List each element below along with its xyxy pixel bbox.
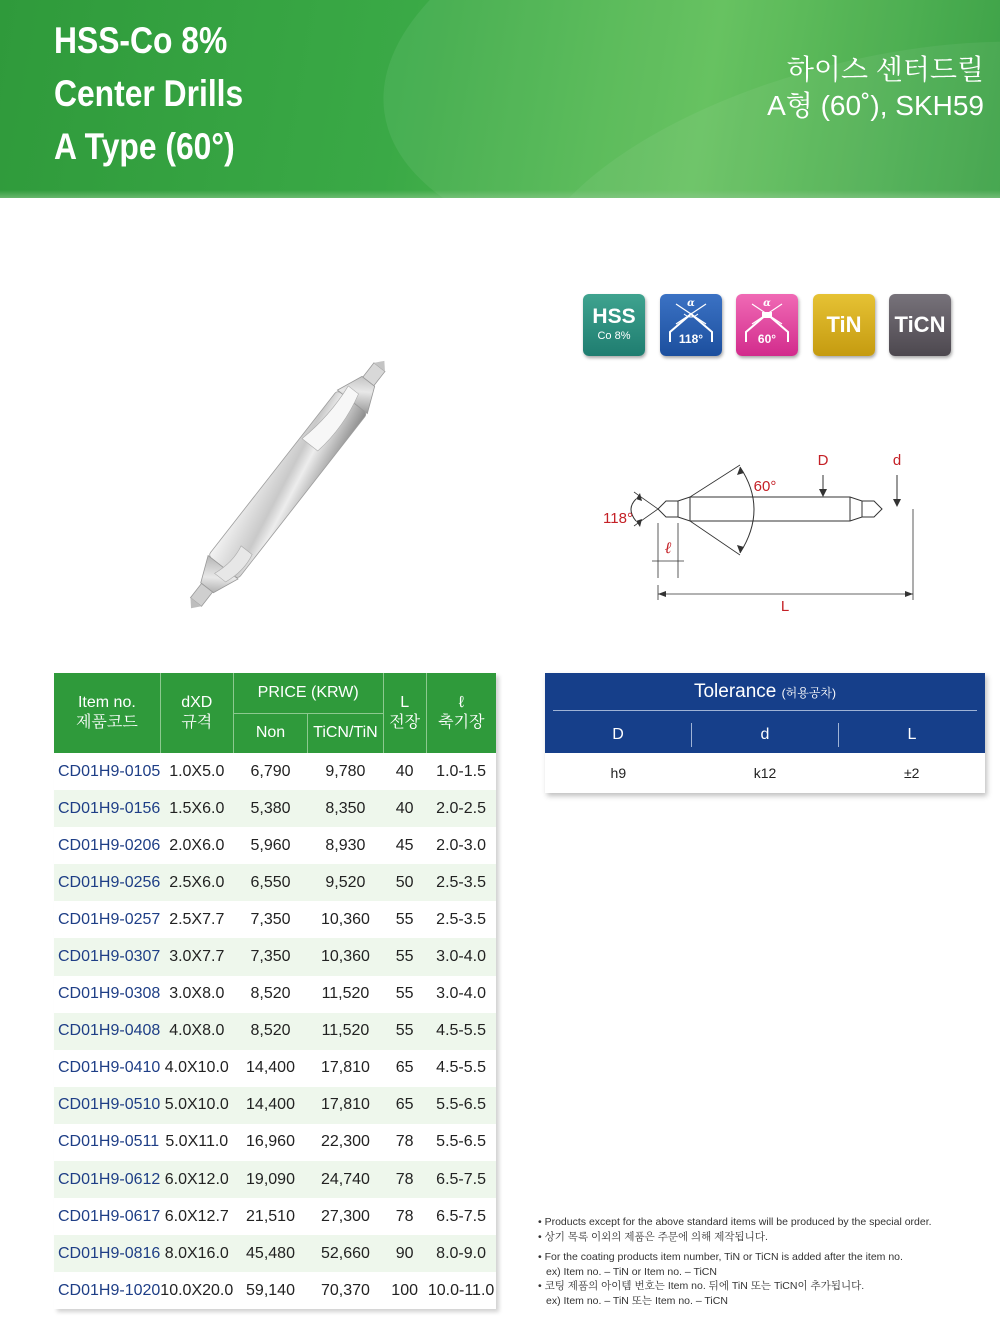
cell-l: 5.5-6.5: [426, 1087, 496, 1124]
table-row: [54, 938, 496, 975]
cone-angle-60-label: 60°: [757, 332, 777, 346]
cell-code: CD01H9-0308: [58, 985, 161, 1003]
cell-code: CD01H9-0307: [54, 938, 160, 975]
tolerance-columns: [545, 723, 985, 747]
header-l-en: ℓ: [458, 694, 464, 711]
cell-non: 45,480: [233, 1235, 307, 1272]
cell-L: 90: [383, 1235, 426, 1272]
table-row: [54, 1235, 496, 1272]
cell-l: 8.0-9.0: [426, 1235, 496, 1272]
cell-non: 19,090: [233, 1161, 307, 1198]
cell-coat: 17,810: [308, 1087, 383, 1124]
cell-code: CD01H9-0612: [54, 1161, 160, 1198]
header-item-en: Item no.: [77, 694, 136, 711]
drill-point-angle-icon: [660, 294, 722, 356]
cell-l: 1.0-1.5: [436, 762, 486, 780]
cell-code: CD01H9-1020: [58, 1281, 161, 1299]
cell-l: 4.5-5.5: [426, 1013, 496, 1050]
cell-l: 2.5-3.5: [436, 910, 486, 928]
header-pilot-length: [426, 673, 496, 753]
cell-coat: 10,360: [308, 938, 383, 975]
tin-coating-badge: [813, 294, 875, 356]
cell-dxd: 3.0X7.7: [160, 938, 233, 975]
header-price-non: Non: [233, 713, 307, 753]
footnotes: [538, 1215, 988, 1308]
alpha-symbol: α: [687, 298, 695, 309]
tolerance-value-D: h9: [610, 765, 627, 781]
cell-L: 40: [395, 762, 414, 780]
cell-dxd: 10.0X20.0: [160, 1281, 234, 1299]
product-title: [54, 14, 274, 173]
product-title-kr: [767, 52, 984, 124]
table-row: [54, 901, 496, 938]
header-L-en: L: [400, 694, 410, 711]
cell-code: CD01H9-0257: [58, 910, 161, 928]
title-kr-line: A형 (60˚), SKH59: [767, 90, 984, 121]
table-row: [54, 1050, 496, 1087]
cell-l: 6.5-7.5: [426, 1161, 496, 1198]
cell-L: 55: [383, 938, 426, 975]
divider: [553, 710, 977, 711]
table-row: [54, 1161, 496, 1198]
cell-code: CD01H9-0511: [58, 1133, 160, 1151]
tip-angle-118-label: 118°: [678, 332, 704, 346]
cell-code: CD01H9-0156: [54, 790, 160, 827]
tolerance-value-d: k12: [753, 765, 777, 781]
cell-dxd: 2.0X6.0: [169, 836, 225, 854]
cell-non: 8,520: [250, 985, 291, 1003]
table-row: [54, 753, 496, 790]
title-line: A Type (60°): [54, 126, 235, 167]
body-diameter-label: D: [817, 452, 829, 469]
cell-non: 59,140: [246, 1281, 295, 1299]
cell-coat: 52,660: [308, 1235, 383, 1272]
cell-non: 6,550: [233, 864, 307, 901]
cell-coat: 9,780: [325, 762, 366, 780]
cell-code: CD01H9-0105: [58, 762, 161, 780]
cell-coat: 22,300: [320, 1133, 370, 1151]
table-row: [54, 1272, 496, 1309]
table-row: [54, 1124, 496, 1161]
cell-L: 65: [383, 1087, 426, 1124]
cell-non: 6,790: [250, 762, 291, 780]
cell-code: CD01H9-0206: [58, 836, 161, 854]
ticn-coating-badge: [889, 294, 951, 356]
alpha-symbol: α: [763, 298, 771, 309]
cell-dxd: 4.0X8.0: [160, 1013, 233, 1050]
cell-coat: 9,520: [308, 864, 383, 901]
cell-dxd: 1.5X6.0: [160, 790, 233, 827]
cell-coat: 11,520: [308, 1013, 383, 1050]
tolerance-value-L: ±2: [903, 765, 920, 781]
item-price-table: [54, 673, 496, 1309]
note-coating-kr: • 코팅 제품의 아이템 번호는 Item no. 뒤에 TiN 또는 TiCN이 추가됩니다.: [538, 1280, 865, 1292]
pilot-length-label: ℓ: [664, 538, 672, 557]
cell-dxd: 6.0X12.0: [160, 1161, 233, 1198]
tolerance-values-row: [545, 753, 985, 793]
header-dxd-kr: 규격: [181, 714, 213, 731]
title-line: HSS-Co 8%: [54, 20, 228, 61]
cell-code: CD01H9-0256: [54, 864, 160, 901]
cell-L: 100: [391, 1281, 418, 1299]
cell-non: 5,380: [233, 790, 307, 827]
tolerance-title: [545, 681, 985, 703]
table-row: [54, 1198, 496, 1235]
cell-code: CD01H9-0408: [54, 1013, 160, 1050]
tolerance-table: [545, 673, 985, 793]
cell-coat: 11,520: [321, 985, 370, 1003]
feature-badges: [583, 294, 953, 358]
cell-dxd: 4.0X10.0: [164, 1059, 229, 1077]
tolerance-title-en: Tolerance: [693, 681, 777, 702]
cell-l: 2.5-3.5: [426, 864, 496, 901]
cell-l: 10.0-11.0: [427, 1281, 495, 1299]
note-coating-example-en: ex) Item no. – TiN or Item no. – TiCN: [546, 1265, 717, 1278]
cell-non: 14,400: [233, 1087, 307, 1124]
hss-badge-label: HSS: [592, 305, 636, 328]
cell-L: 65: [395, 1059, 414, 1077]
cell-L: 50: [383, 864, 426, 901]
cell-dxd: 1.0X5.0: [169, 762, 225, 780]
header-dxd-en: dXD: [181, 694, 213, 711]
cell-coat: 10,360: [320, 910, 370, 928]
note-coating-example-kr: ex) Item no. – TiN 또는 Item no. – TiCN: [546, 1294, 728, 1307]
cell-code: CD01H9-0617: [58, 1207, 161, 1225]
tolerance-col-d: d: [691, 723, 838, 747]
table-row: [54, 1087, 496, 1124]
cell-dxd: 3.0X8.0: [169, 985, 225, 1003]
cell-L: 55: [395, 985, 414, 1003]
cell-dxd: 8.0X16.0: [160, 1235, 233, 1272]
cell-code: CD01H9-0816: [54, 1235, 160, 1272]
header-item-kr: 제품코드: [75, 714, 138, 731]
table-row: [54, 864, 496, 901]
cell-L: 78: [395, 1207, 414, 1225]
cell-dxd: 5.0X10.0: [160, 1087, 233, 1124]
cell-coat: 27,300: [320, 1207, 370, 1225]
tin-badge-label: TiN: [826, 312, 862, 337]
title-line: Center Drills: [54, 73, 244, 114]
overall-length-label: L: [780, 598, 790, 615]
cell-L: 45: [395, 836, 414, 854]
cone-angle-60-badge: [736, 294, 798, 356]
table-row: [54, 790, 496, 827]
pilot-diameter-label: d: [892, 452, 902, 469]
cell-l: 3.0-4.0: [436, 985, 486, 1003]
note-coating-en: • For the coating products item number, TiN or TiCN is added after the item no.: [538, 1251, 903, 1263]
hss-badge: [583, 294, 645, 356]
cell-L: 78: [395, 1133, 414, 1151]
table-row: [54, 1013, 496, 1050]
cell-l: 5.5-6.5: [436, 1133, 486, 1151]
cell-l: 3.0-4.0: [426, 938, 496, 975]
header-price: PRICE (KRW): [233, 673, 383, 713]
cell-coat: 70,370: [320, 1281, 370, 1299]
cone-angle-icon: [736, 294, 798, 356]
tip-angle-118-badge: [660, 294, 722, 356]
note-special-order-kr: • 상기 목록 이외의 제품은 주문에 의해 제작됩니다.: [538, 1230, 768, 1243]
header-overall-length: [383, 673, 426, 753]
cell-l: 6.5-7.5: [436, 1207, 486, 1225]
tolerance-title-kr: (허용공차): [781, 686, 837, 700]
cell-coat: 8,350: [308, 790, 383, 827]
hss-badge-sublabel: Co 8%: [597, 330, 631, 342]
cell-dxd: 6.0X12.7: [164, 1207, 229, 1225]
title-kr-line: 하이스 센터드릴: [786, 54, 984, 85]
header-item-no: [54, 673, 160, 753]
cell-non: 7,350: [233, 938, 307, 975]
cell-coat: 8,930: [325, 836, 366, 854]
cell-dxd: 2.5X7.7: [169, 910, 225, 928]
cell-non: 5,960: [250, 836, 291, 854]
cell-coat: 17,810: [320, 1059, 370, 1077]
tolerance-col-D: D: [612, 726, 624, 743]
cell-non: 21,510: [246, 1207, 295, 1225]
cell-L: 55: [395, 910, 414, 928]
header-dxd: [160, 673, 233, 753]
header-price-coated: TiCN/TiN: [308, 713, 383, 753]
table-row: [54, 976, 496, 1013]
cell-l: 2.0-2.5: [426, 790, 496, 827]
dimension-schematic: [590, 445, 920, 620]
cell-L: 78: [383, 1161, 426, 1198]
cell-non: 14,400: [246, 1059, 295, 1077]
cone-angle-label: 60°: [753, 478, 777, 495]
cell-dxd: 5.0X11.0: [165, 1133, 229, 1151]
cell-dxd: 2.5X6.0: [160, 864, 233, 901]
tolerance-header: [545, 673, 985, 753]
tolerance-col-L: L: [838, 723, 985, 747]
ticn-badge-label: TiCN: [894, 312, 946, 337]
header-L-kr: 전장: [389, 714, 421, 731]
cell-l: 2.0-3.0: [436, 836, 486, 854]
cell-l: 4.5-5.5: [436, 1059, 486, 1077]
table-body: [54, 753, 496, 1309]
center-drill-image: [150, 350, 430, 610]
cell-L: 40: [383, 790, 426, 827]
cell-code: CD01H9-0510: [54, 1087, 160, 1124]
cell-non: 16,960: [246, 1133, 295, 1151]
tip-angle-label: 118°: [603, 510, 633, 527]
cell-L: 55: [383, 1013, 426, 1050]
cell-non: 7,350: [250, 910, 291, 928]
cell-non: 8,520: [233, 1013, 307, 1050]
item-table: [54, 673, 496, 1309]
cell-code: CD01H9-0410: [58, 1059, 161, 1077]
header-banner: [0, 0, 1000, 198]
note-special-order-en: • Products except for the above standard items will be produced by the special order.: [538, 1216, 932, 1228]
cell-coat: 24,740: [308, 1161, 383, 1198]
table-row: [54, 827, 496, 864]
header-l-kr: 축기장: [438, 714, 485, 731]
